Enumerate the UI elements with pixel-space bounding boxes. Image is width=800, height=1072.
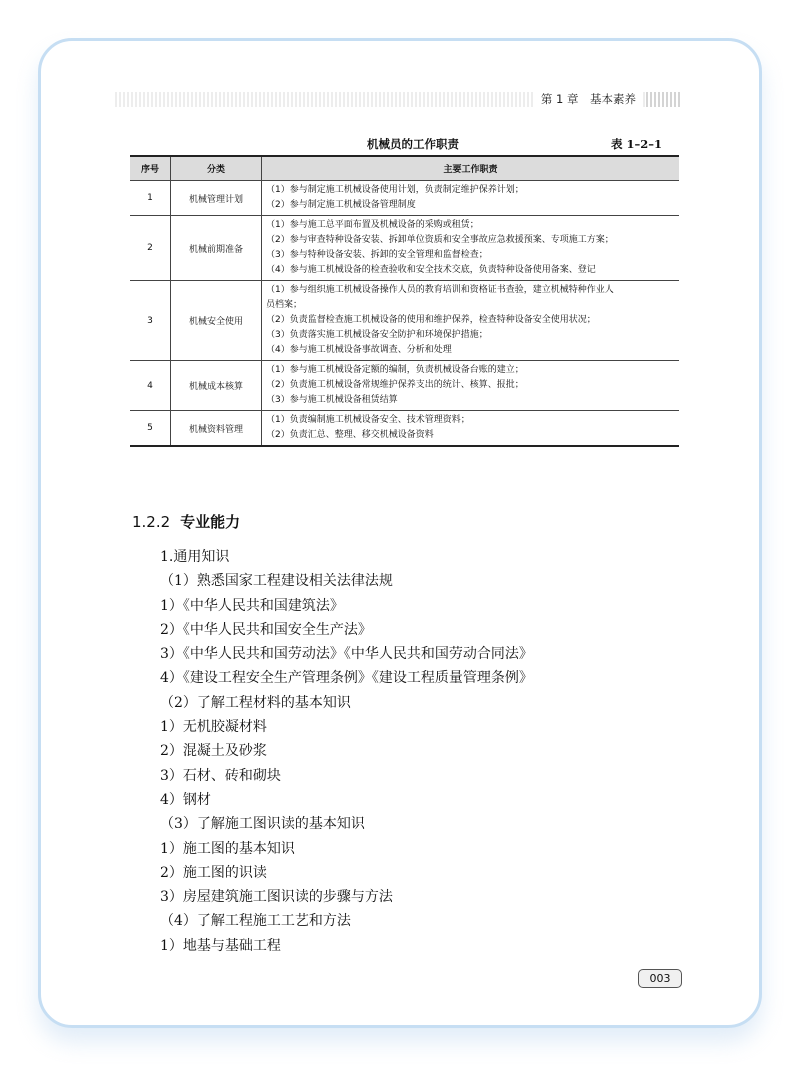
duty-line: （3）负责落实施工机械设备安全防护和环境保护措施； [266,330,488,340]
row-category: 机械成本核算 [171,361,262,411]
row-number: 5 [130,411,171,447]
body-line: （1）熟悉国家工程建设相关法律法规 [160,573,393,590]
header-no: 序号 [130,156,171,181]
body-line: 1）施工图的基本知识 [160,840,295,857]
body-line: 3）石材、砖和砌块 [160,767,281,784]
duty-line: （2）参与制定施工机械设备管理制度 [266,200,416,210]
section-title: 专业能力 [180,513,241,531]
table-row [130,411,679,447]
row-category: 机械资料管理 [171,411,262,447]
duties-table [130,155,679,447]
body-line: 1.通用知识 [160,549,230,565]
duty-line: （4）参与施工机械设备的检查验收和安全技术交底，负责特种设备使用备案、登记 [266,265,596,275]
duty-line: （2）参与审查特种设备安装、拆卸单位资质和安全事故应急救援预案、专项施工方案； [266,235,614,245]
row-number: 4 [130,361,171,411]
row-duties [262,216,680,281]
row-duties [262,281,680,361]
row-category: 机械前期准备 [171,216,262,281]
body-line: 3）房屋建筑施工图识读的步骤与方法 [160,889,393,906]
body-line: （4）了解工程施工工艺和方法 [160,913,351,930]
body-line: 3）《中华人民共和国劳动法》《中华人民共和国劳动合同法》 [160,646,533,663]
duty-line: （1）参与组织施工机械设备操作人员的教育培训和资格证书查验，建立机械特种作业人 [266,285,614,295]
table-row [130,361,679,411]
table-header-row [130,156,679,181]
running-head [115,92,680,107]
duty-line: （2）负责汇总、整理、移交机械设备资料 [266,430,434,440]
duty-line: （2）负责监督检查施工机械设备的使用和维护保养，检查特种设备安全使用状况； [266,315,596,325]
body-line: （3）了解施工图识读的基本知识 [160,816,365,833]
chapter-title: 第 1 章 基本素养 [535,92,642,107]
body-line: 2）《中华人民共和国安全生产法》 [160,621,372,638]
body-line: 2）施工图的识读 [160,864,267,881]
body-line: 1）无机胶凝材料 [160,719,267,736]
row-number: 3 [130,281,171,361]
duty-line: （2）负责施工机械设备常规维护保养支出的统计、核算、报批； [266,380,524,390]
duty-line: （1）负责编制施工机械设备安全、技术管理资料； [266,415,470,425]
row-duties [262,361,680,411]
body-text [160,545,533,958]
row-category: 机械管理计划 [171,181,262,216]
header-category: 分类 [171,156,262,181]
duty-line: （1）参与施工机械设备定额的编制，负责机械设备台账的建立； [266,365,524,375]
running-head-stripe [646,92,680,107]
row-category: 机械安全使用 [171,281,262,361]
duty-line: （3）参与施工机械设备租赁结算 [266,395,398,405]
duty-line: （4）参与施工机械设备事故调查、分析和处理 [266,345,452,355]
row-number: 2 [130,216,171,281]
section-number: 1.2.2 [132,513,171,531]
page-number: 003 [638,969,682,988]
row-duties [262,411,680,447]
duty-line: 员档案； [266,300,303,310]
table-row [130,181,679,216]
duty-line: （3）参与特种设备安装、拆卸的安全管理和监督检查； [266,250,488,260]
body-line: 1）《中华人民共和国建筑法》 [160,597,344,614]
duty-line: （1）参与施工总平面布置及机械设备的采购或租赁； [266,220,479,230]
body-line: 1）地基与基础工程 [160,937,281,954]
row-duties [262,181,680,216]
body-line: 4）《建设工程安全生产管理条例》《建设工程质量管理条例》 [160,670,533,687]
table-title: 机械员的工作职责 [367,137,459,151]
table-number: 表 1–2–1 [611,137,663,151]
body-line: 4）钢材 [160,791,211,808]
header-duties: 主要工作职责 [262,156,680,181]
duty-line: （1）参与制定施工机械设备使用计划，负责制定维护保养计划； [266,185,524,195]
body-line: 2）混凝土及砂浆 [160,743,267,760]
body-line: （2）了解工程材料的基本知识 [160,694,351,711]
table-row [130,281,679,361]
section-heading [132,511,240,532]
row-number: 1 [130,181,171,216]
table-row [130,216,679,281]
